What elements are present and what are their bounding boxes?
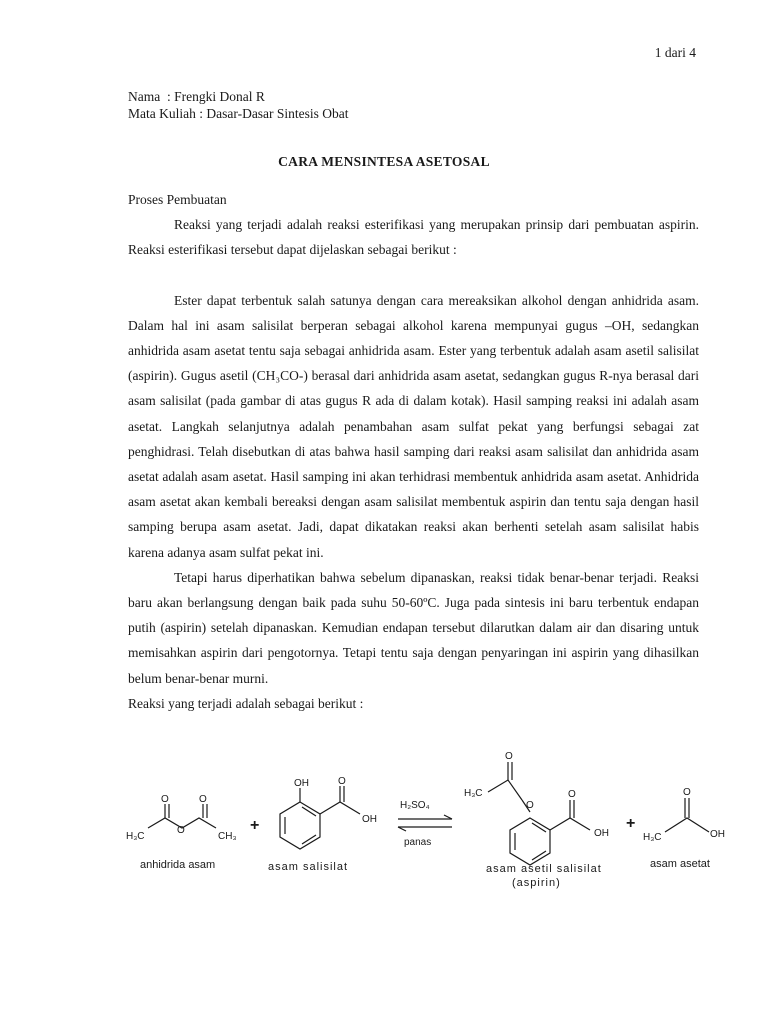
label-aspirin: (aspirin) xyxy=(512,877,561,889)
document-header xyxy=(128,88,349,122)
course-line: Mata Kuliah : Dasar-Dasar Sintesis Obat xyxy=(128,106,349,121)
reaction-svg xyxy=(110,740,750,900)
atom-ch3: CH₃ xyxy=(218,831,237,842)
atom-oh: OH xyxy=(594,828,609,839)
author-name-line: Nama : Frengki Donal R xyxy=(128,89,265,104)
label-asam-salisilat: asam salisilat xyxy=(268,861,349,873)
label-asam-asetat: asam asetat xyxy=(650,858,710,870)
condition-label: panas xyxy=(404,837,432,848)
atom-o: O xyxy=(199,794,207,805)
atom-o: O xyxy=(338,776,346,787)
aspirin-structure xyxy=(464,751,609,889)
paragraph-1: Reaksi yang terjadi adalah reaksi esterifikasi yang merupakan prinsip dari pembuatan aspirin. Reaksi esterifikasi tersebut dapat dijelaskan sebagai berikut : xyxy=(128,217,699,258)
atom-o: O xyxy=(526,800,534,811)
salicylic-acid-structure xyxy=(268,776,377,873)
document-body xyxy=(128,187,699,716)
plus-sign: + xyxy=(250,817,260,834)
acetic-anhydride-structure xyxy=(126,794,237,871)
atom-o: O xyxy=(161,794,169,805)
section-heading: Proses Pembuatan xyxy=(128,192,227,207)
label-asam-asetil-salisilat: asam asetil salisilat xyxy=(486,863,602,875)
atom-h3c: H₃C xyxy=(126,831,145,842)
plus-sign: + xyxy=(626,815,636,832)
atom-oh: OH xyxy=(294,778,309,789)
paragraph-3: Tetapi harus diperhatikan bahwa sebelum dipanaskan, reaksi tidak benar-benar terjadi. Reaksi baru akan berlangsung dengan baik pada suhu 50-60ºC. Juga pada sintesis ini baru terbentuk endapan putih (aspirin) setelah dipanaskan. Kemudian endapan tersebut dilarutkan dalam air dan disaring untuk memisahkan aspirin dari pengotornya. Tetapi tentu saja dengan penyaringan ini aspirin yang dihasilkan belum benar-benar murni. xyxy=(128,569,699,686)
atom-o: O xyxy=(177,825,185,836)
equilibrium-arrows xyxy=(398,800,452,848)
catalyst-label: H₂SO₄ xyxy=(400,800,430,811)
atom-o: O xyxy=(683,787,691,798)
reaction-intro: Reaksi yang terjadi adalah sebagai berikut : xyxy=(128,695,364,711)
document-title: CARA MENSINTESA ASETOSAL xyxy=(278,154,490,169)
label-anhidrida-asam: anhidrida asam xyxy=(140,859,216,871)
atom-oh: OH xyxy=(710,829,725,840)
atom-oh: OH xyxy=(362,814,377,825)
page-number: 1 dari 4 xyxy=(654,45,696,60)
paragraph-2: Ester dapat terbentuk salah satunya dengan cara mereaksikan alkohol dengan anhidrida asam. Dalam hal ini asam salisilat berperan sebagai alkohol karena mempunyai gugus –OH, sedangkan anhidrida asam asetat tentu saja sebagai anhidrida asam. Ester yang terbentuk adalah asam asetil salisilat (aspirin). Gugus asetil (CH₃CO-) berasal dari anhidrida asam asetat, sedangkan gugus R-nya berasal dari asam salisilat (pada gambar di atas gugus R ada di dalam kotak). Hasil samping reaksi ini adalah asam asetat. Langkah selanjutnya adalah penambahan asam sulfat pekat yang berfungsi sebagai zat penghidrasi. Telah disebutkan di atas bahwa hasil samping dari reaksi asam salisilat dan anhidrida asam asetat adalah asam asetat. Hasil samping ini akan terhidrasi membentuk anhidrida asam asetat. Anhidrida asam asetat akan kembali bereaksi dengan asam salisilat membentuk aspirin dan tentu saja dengan hasil samping berupa asam asetat. Jadi, dapat dikatakan reaksi akan berhenti setelah asam salisilat habis karena adanya asam sulfat pekat ini. xyxy=(128,292,699,560)
atom-o: O xyxy=(505,751,513,762)
acetic-acid-structure xyxy=(643,787,725,870)
atom-o: O xyxy=(568,789,576,800)
paragraph-gap xyxy=(128,263,699,288)
reaction-scheme xyxy=(110,740,750,900)
atom-h3c: H₃C xyxy=(464,788,483,799)
atom-h3c: H₃C xyxy=(643,832,662,843)
